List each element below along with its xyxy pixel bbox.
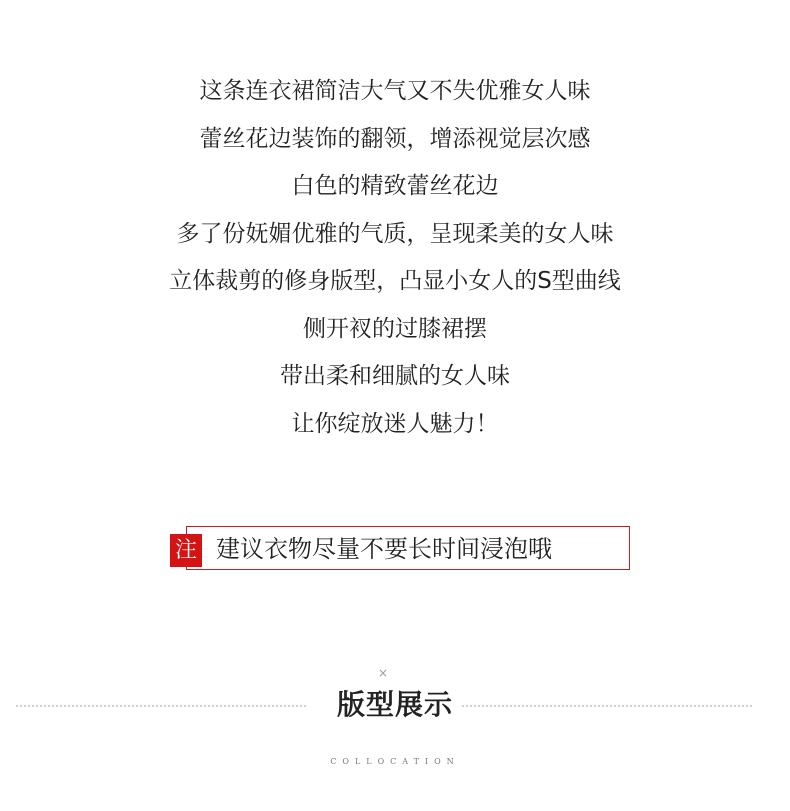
description-line-3: 白色的精致蕾丝花边 bbox=[291, 173, 499, 199]
description-line-8: 让你绽放迷人魅力！ bbox=[291, 410, 499, 437]
description-line-5: 立体裁剪的修身版型，凸显小女人的S型曲线 bbox=[169, 268, 621, 294]
cross-ornament-icon: × bbox=[377, 666, 389, 680]
description-line-7: 带出柔和细腻的女人味 bbox=[280, 363, 510, 389]
description-line-1: 这条连衣裙简洁大气又不失优雅女人味 bbox=[199, 78, 591, 104]
description-line-2: 蕾丝花边装饰的翻领，增添视觉层次感 bbox=[199, 125, 591, 152]
description-line-4: 多了份妩媚优雅的气质，呈现柔美的女人味 bbox=[176, 220, 614, 247]
section-title: 版型展示 bbox=[336, 688, 453, 721]
product-description bbox=[0, 80, 790, 460]
description-line-6: 侧开衩的过膝裙摆 bbox=[303, 315, 487, 342]
care-note-text: 建议衣物尽量不要长时间浸泡哦 bbox=[216, 535, 552, 563]
note-tag-badge: 注 bbox=[170, 534, 202, 567]
section-subtitle: COLLOCATION bbox=[330, 757, 460, 766]
